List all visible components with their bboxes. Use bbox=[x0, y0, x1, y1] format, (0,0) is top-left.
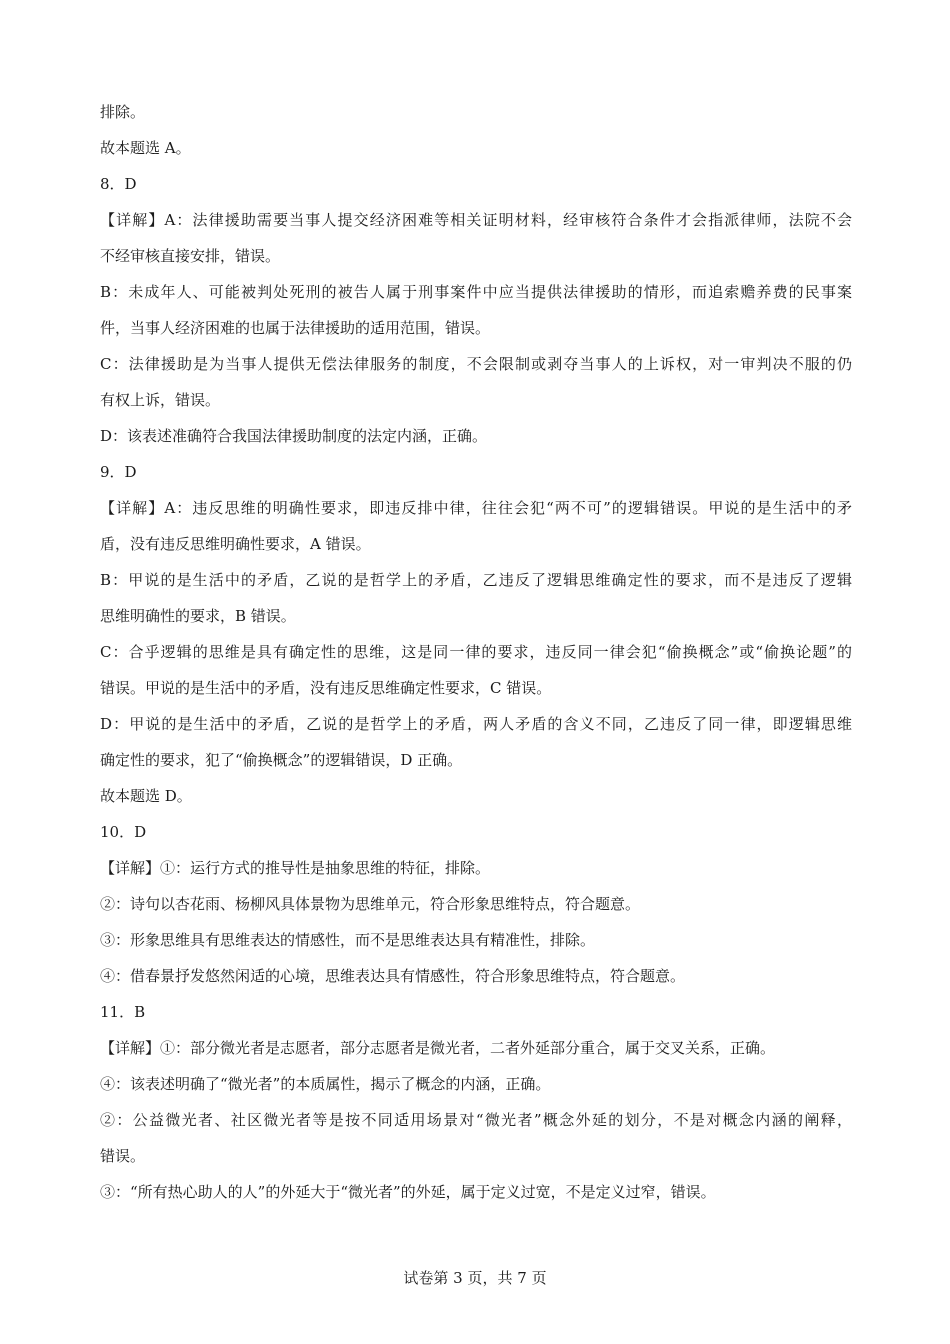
text-line: ④：该表述明确了“微光者”的本质属性，揭示了概念的内涵，正确。 bbox=[100, 1075, 551, 1093]
text-line: B：甲说的是生活中的矛盾，乙说的是哲学上的矛盾，乙违反了逻辑思维确定性的要求，而不是违反了逻辑 bbox=[100, 571, 852, 589]
document-body bbox=[100, 94, 852, 1210]
text-line: 件，当事人经济困难的也属于法律援助的适用范围，错误。 bbox=[100, 319, 491, 337]
text-line: 错误。 bbox=[100, 1147, 146, 1165]
text-line: 【详解】①：运行方式的推导性是抽象思维的特征，排除。 bbox=[100, 859, 491, 877]
text-line: B：未成年人、可能被判处死刑的被告人属于刑事案件中应当提供法律援助的情形，而追索赡养费的民事案 bbox=[100, 283, 852, 301]
text-line: ②：公益微光者、社区微光者等是按不同适用场景对“微光者”概念外延的划分，不是对概念内涵的阐释， bbox=[100, 1111, 852, 1129]
answer-heading: 10．D bbox=[100, 823, 147, 841]
text-line: ④：借春景抒发悠然闲适的心境，思维表达具有情感性，符合形象思维特点，符合题意。 bbox=[100, 967, 686, 985]
text-line: 不经审核直接安排，错误。 bbox=[100, 247, 281, 265]
text-line: 错误。甲说的是生活中的矛盾，没有违反思维确定性要求，C 错误。 bbox=[100, 679, 552, 697]
answer-heading: 9．D bbox=[100, 463, 137, 481]
answer-heading: 11．B bbox=[100, 1003, 146, 1021]
text-line: D：甲说的是生活中的矛盾，乙说的是哲学上的矛盾，两人矛盾的含义不同，乙违反了同一律，即逻辑思维 bbox=[100, 715, 852, 733]
answer-heading: 8．D bbox=[100, 175, 137, 193]
text-line: 故本题选 D。 bbox=[100, 787, 192, 805]
text-line: 【详解】①：部分微光者是志愿者，部分志愿者是微光者，二者外延部分重合，属于交叉关系，正确。 bbox=[100, 1039, 776, 1057]
text-line: 【详解】A：违反思维的明确性要求，即违反排中律，往往会犯“两不可”的逻辑错误。甲说的是生活中的矛 bbox=[100, 499, 852, 517]
text-line: 排除。 bbox=[100, 103, 146, 121]
text-line: 故本题选 A。 bbox=[100, 139, 191, 157]
text-line: 【详解】A：法律援助需要当事人提交经济困难等相关证明材料，经审核符合条件才会指派律师，法院不会 bbox=[100, 211, 852, 229]
text-line: ③：形象思维具有思维表达的情感性，而不是思维表达具有精准性，排除。 bbox=[100, 931, 596, 949]
text-line: 思维明确性的要求，B 错误。 bbox=[100, 607, 296, 625]
page-footer: 试卷第 3 页，共 7 页 bbox=[403, 1269, 547, 1287]
text-line: 盾，没有违反思维明确性要求，A 错误。 bbox=[100, 535, 371, 553]
text-line: D：该表述准确符合我国法律援助制度的法定内涵，正确。 bbox=[100, 427, 488, 445]
text-line: C：合乎逻辑的思维是具有确定性的思维，这是同一律的要求，违反同一律会犯“偷换概念”或“偷换论题”的 bbox=[100, 643, 852, 661]
text-line: ②：诗句以杏花雨、杨柳风具体景物为思维单元，符合形象思维特点，符合题意。 bbox=[100, 895, 641, 913]
text-line: ③：“所有热心助人的人”的外延大于“微光者”的外延，属于定义过宽，不是定义过窄，错误。 bbox=[100, 1183, 716, 1201]
text-line: C：法律援助是为当事人提供无偿法律服务的制度，不会限制或剥夺当事人的上诉权，对一审判决不服的仍 bbox=[100, 355, 852, 373]
text-line: 确定性的要求，犯了“偷换概念”的逻辑错误，D 正确。 bbox=[100, 751, 463, 769]
text-line: 有权上诉，错误。 bbox=[100, 391, 221, 409]
